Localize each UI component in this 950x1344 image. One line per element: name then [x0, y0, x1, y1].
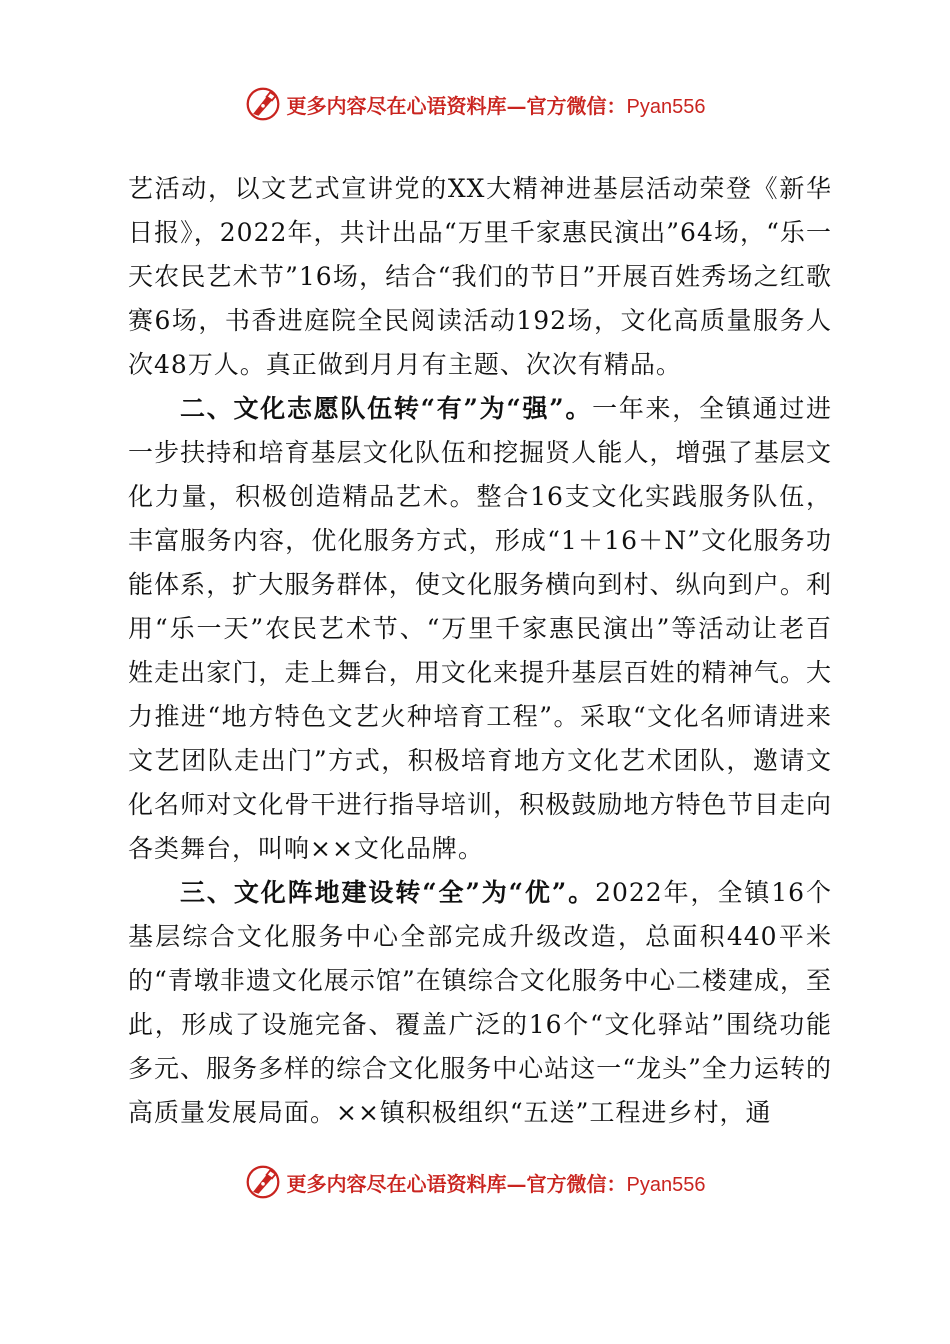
watermark-text — [287, 90, 706, 119]
watermark-wechat-id: Pyan556 — [626, 95, 706, 118]
watermark-text-cn: 更多内容尽在心语资料库—官方微信： — [286, 93, 627, 118]
paragraph-continued — [128, 167, 832, 387]
document-body — [128, 167, 832, 1135]
pen-nib-logo-icon — [245, 1164, 281, 1200]
paragraph-section-2 — [128, 387, 832, 871]
paragraph-body: 艺活动，以文艺式宣讲党的XX大精神进基层活动荣登《新华日报》，2022年，共计出品“万里千家惠民演出”64场，“乐一天农民艺术节”16场，结合“我们的节日”开展百姓秀场之红歌赛6场，书香进庭院全民阅读活动192场，文化高质量服务人次48万人。真正做到月月有主题、次次有精品。 — [128, 174, 832, 379]
footer-watermark-banner — [0, 1158, 950, 1206]
section-heading: 二、文化志愿队伍转“有”为“强”。 — [180, 394, 593, 423]
paragraph-body: 一年来，全镇通过进一步扶持和培育基层文化队伍和挖掘贤人能人，增强了基层文化力量，积极创造精品艺术。整合16支文化实践服务队伍，丰富服务内容，优化服务方式，形成“1＋16＋N”文化服务功能体系，扩大服务群体，使文化服务横向到村、纵向到户。利用“乐一天”农民艺术节、“万里千家惠民演出”等活动让老百姓走出家门，走上舞台，用文化来提升基层百姓的精神气。大力推进“地方特色文艺火种培育工程”。采取“文化名师请进来文艺团队走出门”方式，积极培育地方文化艺术团队，邀请文化名师对文化骨干进行指导培训，积极鼓励地方特色节目走向各类舞台，叫响××文化品牌。 — [128, 394, 832, 863]
header-watermark-banner — [0, 80, 950, 128]
watermark-text — [287, 1168, 706, 1197]
watermark-wechat-id: Pyan556 — [626, 1173, 706, 1196]
watermark-text-cn: 更多内容尽在心语资料库—官方微信： — [286, 1171, 627, 1196]
section-heading: 三、文化阵地建设转“全”为“优”。 — [180, 878, 596, 907]
paragraph-body: 2022年，全镇16个基层综合文化服务中心全部完成升级改造，总面积440平米的“青墩非遗文化展示馆”在镇综合文化服务中心二楼建成，至此，形成了设施完备、覆盖广泛的16个“文化驿站”围绕功能多元、服务多样的综合文化服务中心站这一“龙头”全力运转的高质量发展局面。××镇积极组织“五送”工程进乡村，通 — [128, 878, 832, 1127]
paragraph-section-3 — [128, 871, 832, 1135]
pen-nib-logo-icon — [245, 86, 281, 122]
